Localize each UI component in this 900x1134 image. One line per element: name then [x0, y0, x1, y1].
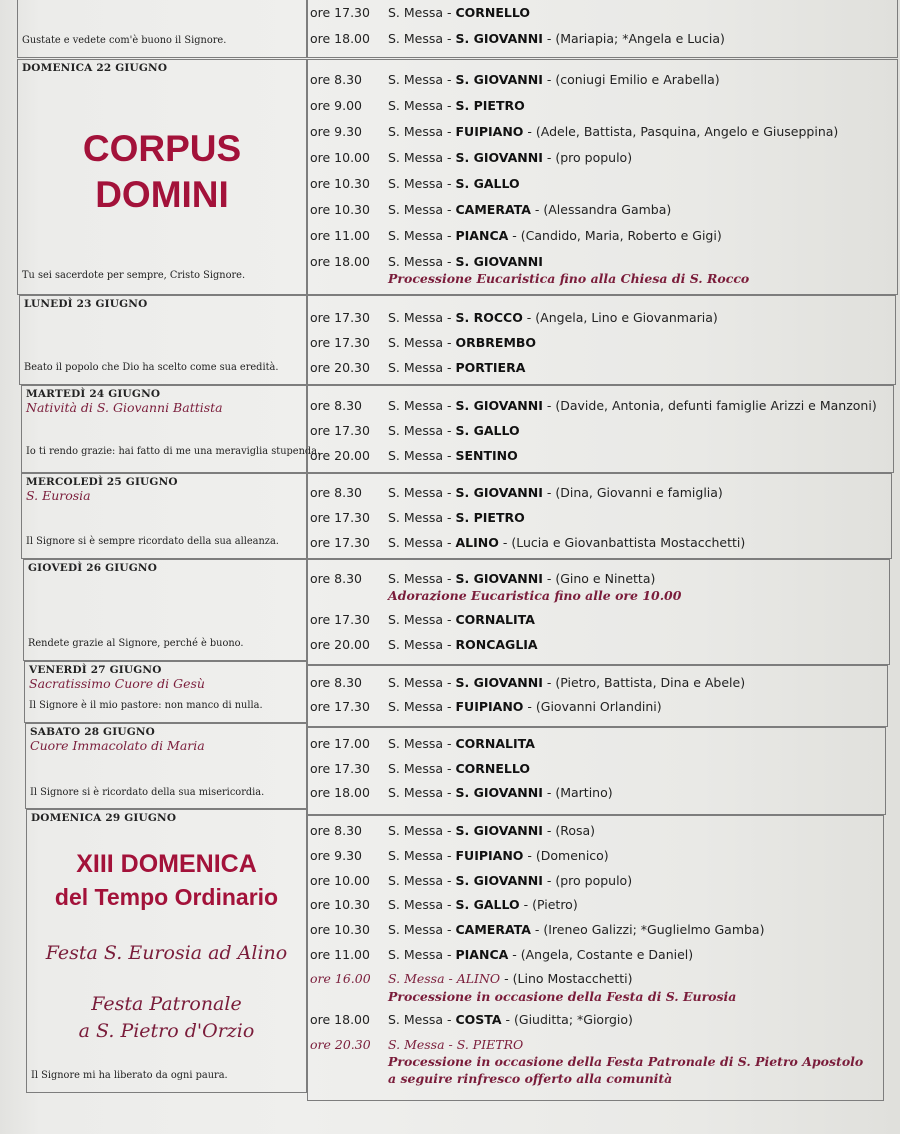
mass-cell-monday-23: [307, 295, 896, 385]
mass-line: ore 9.00 S. Messa - S. PIETRO: [310, 98, 525, 113]
mass-line: ore 10.30 S. Messa - CAMERATA - (Ireneo Galizzi; *Guglielmo Gamba): [310, 922, 765, 937]
mass-line: ore 10.00 S. Messa - S. GIOVANNI - (pro populo): [310, 873, 633, 888]
mass-line: ore 8.30 S. Messa - S. GIOVANNI - (Gino e Ninetta): [310, 571, 656, 586]
mass-cell-partial: [307, 0, 898, 58]
saint-name: S. Eurosia: [26, 488, 91, 503]
mass-line: ore 17.30 S. Messa - S. PIETRO: [310, 510, 525, 525]
mass-line: ore 17.30 S. Messa - FUIPIANO - (Giovanni Orlandini): [310, 699, 662, 714]
saint-name: Natività di S. Giovanni Battista: [26, 400, 223, 415]
day-title: LUNEDÌ 23 GIUGNO: [24, 298, 148, 310]
day-cell-sunday-29: [26, 809, 307, 1093]
day-cell-partial: [17, 0, 307, 58]
procession-note: Processione in occasione della Festa di S. Eurosia: [388, 989, 737, 1004]
day-verse: Gustate e vedete com'è buono il Signore.: [22, 35, 227, 46]
mass-line-s-pietro: ore 20.30 S. Messa - S. PIETRO: [310, 1037, 524, 1052]
day-verse: Il Signore è il mio pastore: non manco di nulla.: [29, 700, 263, 711]
mass-line: ore 10.00 S. Messa - S. GIOVANNI - (pro populo): [310, 150, 633, 165]
mass-line: ore 17.00 S. Messa - CORNALITA: [310, 736, 535, 751]
adoration-note: Adorazione Eucaristica fino alle ore 10.00: [388, 588, 682, 603]
day-title: GIOVEDÌ 26 GIUGNO: [28, 562, 158, 574]
mass-line: ore 11.00 S. Messa - PIANCA - (Candido, Maria, Roberto e Gigi): [310, 228, 722, 243]
mass-line: ore 8.30 S. Messa - S. GIOVANNI - (coniugi Emilio e Arabella): [310, 72, 720, 87]
day-cell-monday-23: [19, 295, 307, 385]
mass-line: ore 10.30 S. Messa - CAMERATA - (Alessandra Gamba): [310, 202, 672, 217]
day-verse: Il Signore si è ricordato della sua misericordia.: [30, 787, 265, 798]
day-verse: Tu sei sacerdote per sempre, Cristo Signore.: [22, 270, 246, 281]
saint-name: Sacratissimo Cuore di Gesù: [29, 676, 205, 691]
day-title: MERCOLEDÌ 25 GIUGNO: [26, 476, 178, 488]
day-title: VENERDÌ 27 GIUGNO: [29, 664, 162, 676]
mass-line: ore 17.30 S. Messa - CORNELLO: [310, 761, 531, 776]
mass-cell-sunday-29: [307, 815, 884, 1101]
mass-line: ore 11.00 S. Messa - PIANCA - (Angela, Costante e Daniel): [310, 947, 694, 962]
mass-line: ore 8.30 S. Messa - S. GIOVANNI - (Rosa): [310, 823, 596, 838]
mass-line: ore 20.00 S. Messa - RONCAGLIA: [310, 637, 538, 652]
mass-line: ore 20.30 S. Messa - PORTIERA: [310, 360, 526, 375]
mass-line: ore 8.30 S. Messa - S. GIOVANNI - (Dina, Giovanni e famiglia): [310, 485, 723, 500]
day-title: DOMENICA 29 GIUGNO: [31, 812, 177, 824]
mass-line: ore 10.30 S. Messa - S. GALLO: [310, 176, 520, 191]
day-title: DOMENICA 22 GIUGNO: [22, 62, 168, 74]
mass-line: ore 8.30 S. Messa - S. GIOVANNI - (Pietro, Battista, Dina e Abele): [310, 675, 746, 690]
day-verse: Il Signore mi ha liberato da ogni paura.: [31, 1070, 228, 1081]
day-verse: Io ti rendo grazie: hai fatto di me una meraviglia stupenda.: [26, 446, 321, 457]
mass-cell-saturday-28: [307, 727, 886, 815]
mass-cell-thursday-26: [307, 559, 890, 665]
feast-patronal: a S. Pietro d'Orzio: [78, 1020, 255, 1042]
mass-line: ore 20.00 S. Messa - SENTINO: [310, 448, 518, 463]
mass-line: ore 9.30 S. Messa - FUIPIANO - (Adele, Battista, Pasquina, Angelo e Giuseppina): [310, 124, 839, 139]
procession-note: Processione Eucaristica fino alla Chiesa di S. Rocco: [388, 271, 750, 286]
feast-title: DOMINI: [95, 174, 229, 215]
mass-cell-tuesday-24: [307, 385, 894, 473]
feast-title: del Tempo Ordinario: [54, 884, 279, 910]
day-cell-saturday-28: [25, 723, 307, 809]
mass-line: ore 18.00 S. Messa - S. GIOVANNI: [310, 254, 543, 269]
feast-patronal: Festa Patronale: [91, 993, 242, 1015]
mass-line: ore 18.00 S. Messa - S. GIOVANNI - (Mariapia; *Angela e Lucia): [310, 31, 725, 46]
mass-line: ore 17.30 S. Messa - ALINO - (Lucia e Giovanbattista Mostacchetti): [310, 535, 746, 550]
saint-name: Cuore Immacolato di Maria: [30, 738, 205, 753]
day-title: MARTEDÌ 24 GIUGNO: [26, 388, 161, 400]
procession-note: Processione in occasione della Festa Patronale di S. Pietro Apostolo: [388, 1054, 864, 1069]
day-verse: Il Signore si è sempre ricordato della sua alleanza.: [26, 536, 279, 547]
mass-line: ore 18.00 S. Messa - S. GIOVANNI - (Martino): [310, 785, 613, 800]
day-cell-tuesday-24: [21, 385, 321, 473]
day-title: SABATO 28 GIUGNO: [30, 726, 156, 738]
refreshment-note: a seguire rinfresco offerto alla comunità: [388, 1071, 673, 1086]
mass-line: ore 18.00 S. Messa - COSTA - (Giuditta; *Giorgio): [310, 1012, 633, 1027]
mass-line: ore 17.30 S. Messa - CORNALITA: [310, 612, 535, 627]
mass-line: ore 17.30 S. Messa - CORNELLO: [310, 5, 531, 20]
feast-title: XIII DOMENICA: [76, 850, 257, 878]
feast-title: CORPUS: [82, 128, 242, 169]
mass-cell-friday-27: [307, 665, 888, 727]
mass-line: ore 17.30 S. Messa - ORBREMBO: [310, 335, 537, 350]
day-verse: Rendete grazie al Signore, perché è buono.: [28, 638, 244, 649]
mass-line: ore 9.30 S. Messa - FUIPIANO - (Domenico): [310, 848, 609, 863]
day-cell-thursday-26: [23, 559, 307, 661]
mass-line-alino: ore 16.00 S. Messa - ALINO - (Lino Mostacchetti): [310, 971, 633, 986]
mass-cell-sunday-22: [307, 59, 898, 295]
day-cell-sunday-22: [17, 59, 307, 295]
day-verse: Beato il popolo che Dio ha scelto come sua eredità.: [24, 362, 279, 373]
mass-cell-wednesday-25: [307, 473, 892, 559]
mass-line: ore 10.30 S. Messa - S. GALLO - (Pietro): [310, 897, 578, 912]
mass-line: ore 17.30 S. Messa - S. GALLO: [310, 423, 520, 438]
mass-line: ore 17.30 S. Messa - S. ROCCO - (Angela, Lino e Giovanmaria): [310, 310, 718, 325]
mass-line: ore 8.30 S. Messa - S. GIOVANNI - (Davide, Antonia, defunti famiglie Arizzi e Manzoni): [310, 398, 877, 413]
feast-eurosia: Festa S. Eurosia ad Alino: [45, 942, 288, 964]
day-cell-wednesday-25: [21, 473, 307, 559]
day-cell-friday-27: [24, 661, 307, 723]
